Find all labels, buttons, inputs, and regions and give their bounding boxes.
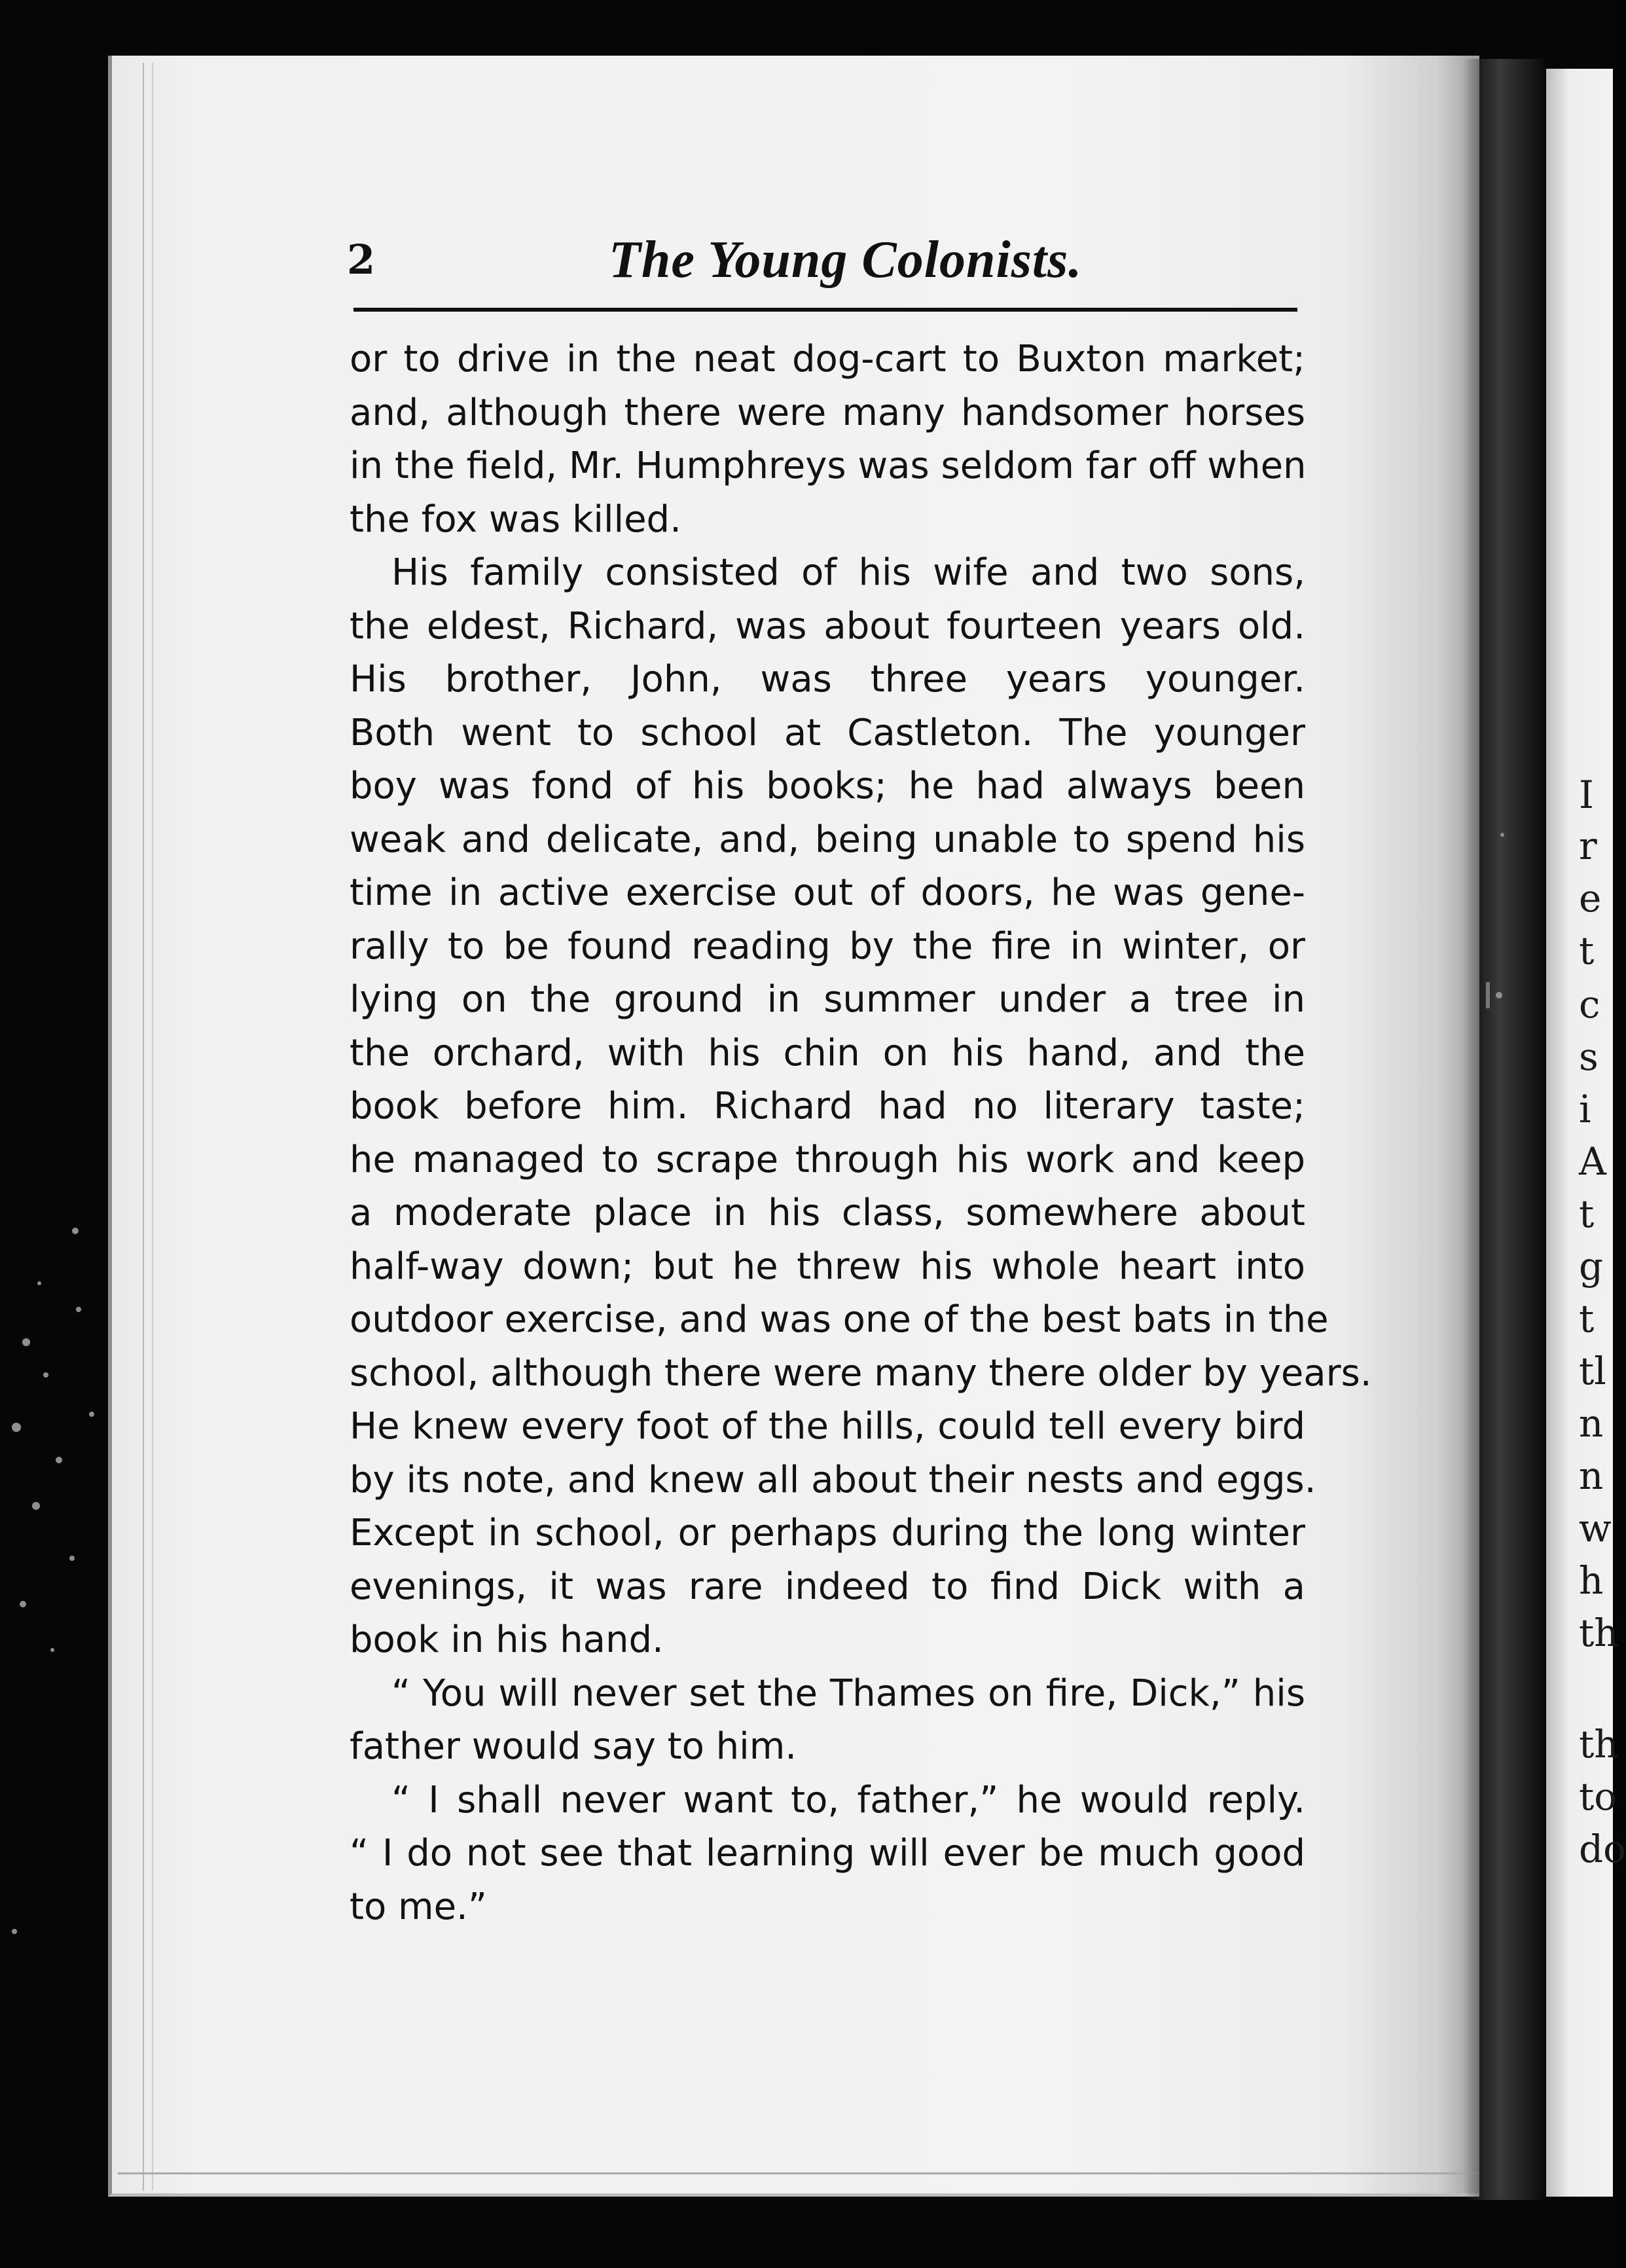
text-line: Both went to school at Castleton. The younger [350, 711, 1305, 754]
text-line: half-way down; but he threw his whole heart into [350, 1245, 1305, 1288]
facing-fragment: th [1579, 1611, 1619, 1655]
text-line: the fox was killed. [350, 498, 681, 541]
facing-fragment: A [1579, 1139, 1606, 1184]
text-line: “ I shall never want to, father,” he would reply. [391, 1778, 1305, 1821]
facing-fragment: h [1579, 1558, 1604, 1603]
text-line: boy was fond of his books; he had always been [350, 765, 1305, 807]
text-line: father would say to him. [350, 1725, 797, 1768]
text-line: the orchard, with his chin on his hand, and the [350, 1031, 1305, 1074]
text-line: outdoor exercise, and was one of the best bats in the [350, 1298, 1329, 1341]
text-line: “ I do not see that learning will ever be much good [350, 1832, 1305, 1875]
text-line: or to drive in the neat dog-cart to Buxton market; [350, 338, 1305, 380]
facing-fragment: n [1579, 1401, 1604, 1446]
facing-fragment: i [1579, 1087, 1591, 1131]
facing-fragment: to [1579, 1774, 1617, 1819]
facing-fragment: r [1579, 824, 1597, 868]
text-line: school, although there were many there older by years. [350, 1351, 1372, 1395]
text-line: Except in school, or perhaps during the long winter [350, 1512, 1305, 1554]
text-line: His family consisted of his wife and two sons, [391, 551, 1305, 594]
facing-fragment: t [1579, 1192, 1595, 1236]
text-line: lying on the ground in summer under a tree in [350, 978, 1305, 1021]
text-line: to me.” [350, 1885, 487, 1928]
text-line: “ You will never set the Thames on fire, Dick,” his [391, 1672, 1305, 1715]
text-line: He knew every foot of the hills, could tell every bird [350, 1405, 1305, 1448]
text-line: rally to be found reading by the fire in winter, or [350, 924, 1305, 968]
text-line: and, although there were many handsomer horses [350, 391, 1305, 434]
running-title: The Young Colonists. [609, 231, 1083, 289]
facing-fragment: s [1579, 1034, 1599, 1079]
text-line: the eldest, Richard, was about fourteen years old. [350, 604, 1305, 648]
facing-fragment: tl [1579, 1349, 1606, 1393]
facing-fragment: c [1579, 982, 1600, 1027]
text-line: book in his hand. [350, 1619, 664, 1661]
page-body-text [350, 333, 1372, 1933]
page-number: 2 [347, 236, 376, 284]
header-rule [353, 308, 1297, 312]
text-line: by its note, and knew all about their nests and eggs. [350, 1458, 1316, 1501]
facing-fragment: th [1579, 1722, 1619, 1766]
text-line: weak and delicate, and, being unable to spend his [350, 818, 1305, 861]
facing-fragment: w [1579, 1506, 1612, 1550]
text-line: he managed to scrape through his work and keep [350, 1138, 1305, 1181]
text-line: His brother, John, was three years younger. [350, 658, 1305, 701]
facing-fragment: t [1579, 928, 1595, 973]
facing-fragment: t [1579, 1296, 1595, 1341]
text-line: in the field, Mr. Humphreys was seldom far off when [350, 445, 1307, 487]
facing-fragment: do [1579, 1827, 1626, 1871]
facing-fragment: n [1579, 1454, 1604, 1498]
facing-fragment: e [1579, 876, 1602, 921]
facing-fragment: I [1579, 773, 1594, 817]
facing-fragment: g [1579, 1244, 1604, 1289]
text-line: evenings, it was rare indeed to find Dick with a [350, 1565, 1305, 1608]
text-line: time in active exercise out of doors, he was gene- [350, 871, 1305, 914]
text-line: book before him. Richard had no literary taste; [350, 1085, 1305, 1127]
text-line: a moderate place in his class, somewhere about [350, 1192, 1305, 1234]
